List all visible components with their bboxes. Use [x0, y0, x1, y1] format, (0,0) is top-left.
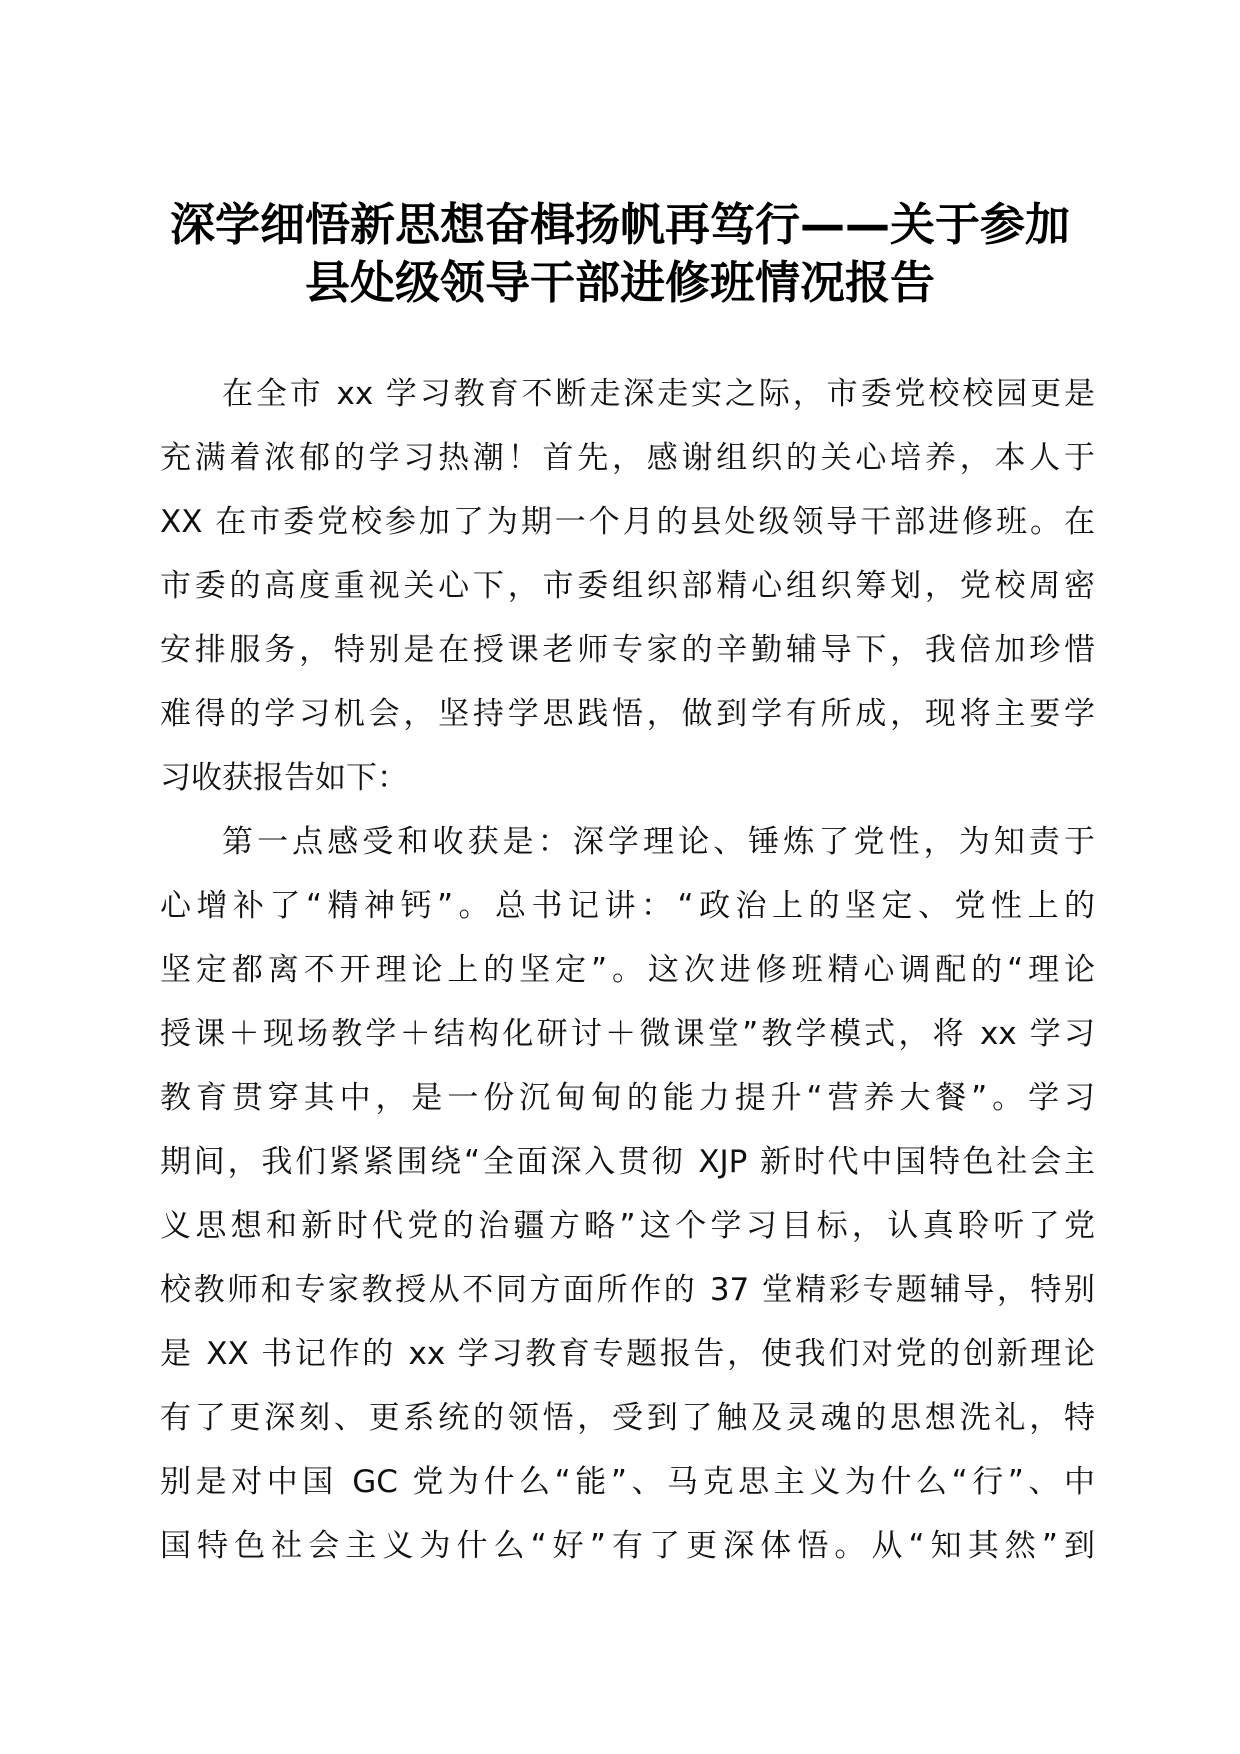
paragraph-line: 是 XX 书记作的 xx 学习教育专题报告，使我们对党的创新理论 — [160, 1336, 1095, 1372]
paragraph-line: 有了更深刻、更系统的领悟，受到了触及灵魂的思想洗礼，特 — [160, 1400, 1095, 1436]
paragraph-2 — [160, 810, 1095, 1578]
paragraph-line: 难得的学习机会，坚持学思践悟，做到学有所成，现将主要学 — [160, 696, 1095, 732]
paragraph-line: 充满着浓郁的学习热潮！首先，感谢组织的关心培养，本人于 — [160, 440, 1095, 476]
paragraph-line: 心增补了“精神钙”。总书记讲：“政治上的坚定、党性上的 — [160, 888, 1095, 924]
document-body — [160, 362, 1095, 1578]
paragraph-line: 义思想和新时代党的治疆方略”这个学习目标，认真聆听了党 — [160, 1208, 1095, 1244]
paragraph-line: 教育贯穿其中，是一份沉甸甸的能力提升“营养大餐”。学习 — [160, 1080, 1095, 1116]
paragraph-line: 安排服务，特别是在授课老师专家的辛勤辅导下，我倍加珍惜 — [160, 632, 1095, 668]
paragraph-line: 国特色社会主义为什么“好”有了更深体悟。从“知其然”到 — [160, 1528, 1095, 1564]
paragraph-line: 校教师和专家教授从不同方面所作的 37 堂精彩专题辅导，特别 — [160, 1272, 1095, 1308]
paragraph-line: 期间，我们紧紧围绕“全面深入贯彻 XJP 新时代中国特色社会主 — [160, 1144, 1095, 1180]
document-title — [150, 196, 1090, 312]
paragraph-line: 第一点感受和收获是：深学理论、锤炼了党性，为知责于 — [222, 824, 1095, 860]
paragraph-line: 习收获报告如下： — [160, 760, 408, 796]
paragraph-line: 市委的高度重视关心下，市委组织部精心组织筹划，党校周密 — [160, 568, 1095, 604]
paragraph-line: 别是对中国 GC 党为什么“能”、马克思主义为什么“行”、中 — [160, 1464, 1095, 1500]
paragraph-line: 授课＋现场教学＋结构化研讨＋微课堂”教学模式，将 xx 学习 — [160, 1016, 1095, 1052]
title-line-1: 深学细悟新思想奋楫扬帆再笃行——关于参加 — [169, 198, 1070, 251]
title-line-2: 县处级领导干部进修班情况报告 — [304, 256, 935, 309]
paragraph-line: 在全市 xx 学习教育不断走深走实之际，市委党校校园更是 — [222, 376, 1095, 412]
paragraph-line: 坚定都离不开理论上的坚定”。这次进修班精心调配的“理论 — [160, 952, 1095, 988]
paragraph-line: XX 在市委党校参加了为期一个月的县处级领导干部进修班。在 — [160, 504, 1095, 540]
paragraph-1 — [160, 362, 1095, 810]
